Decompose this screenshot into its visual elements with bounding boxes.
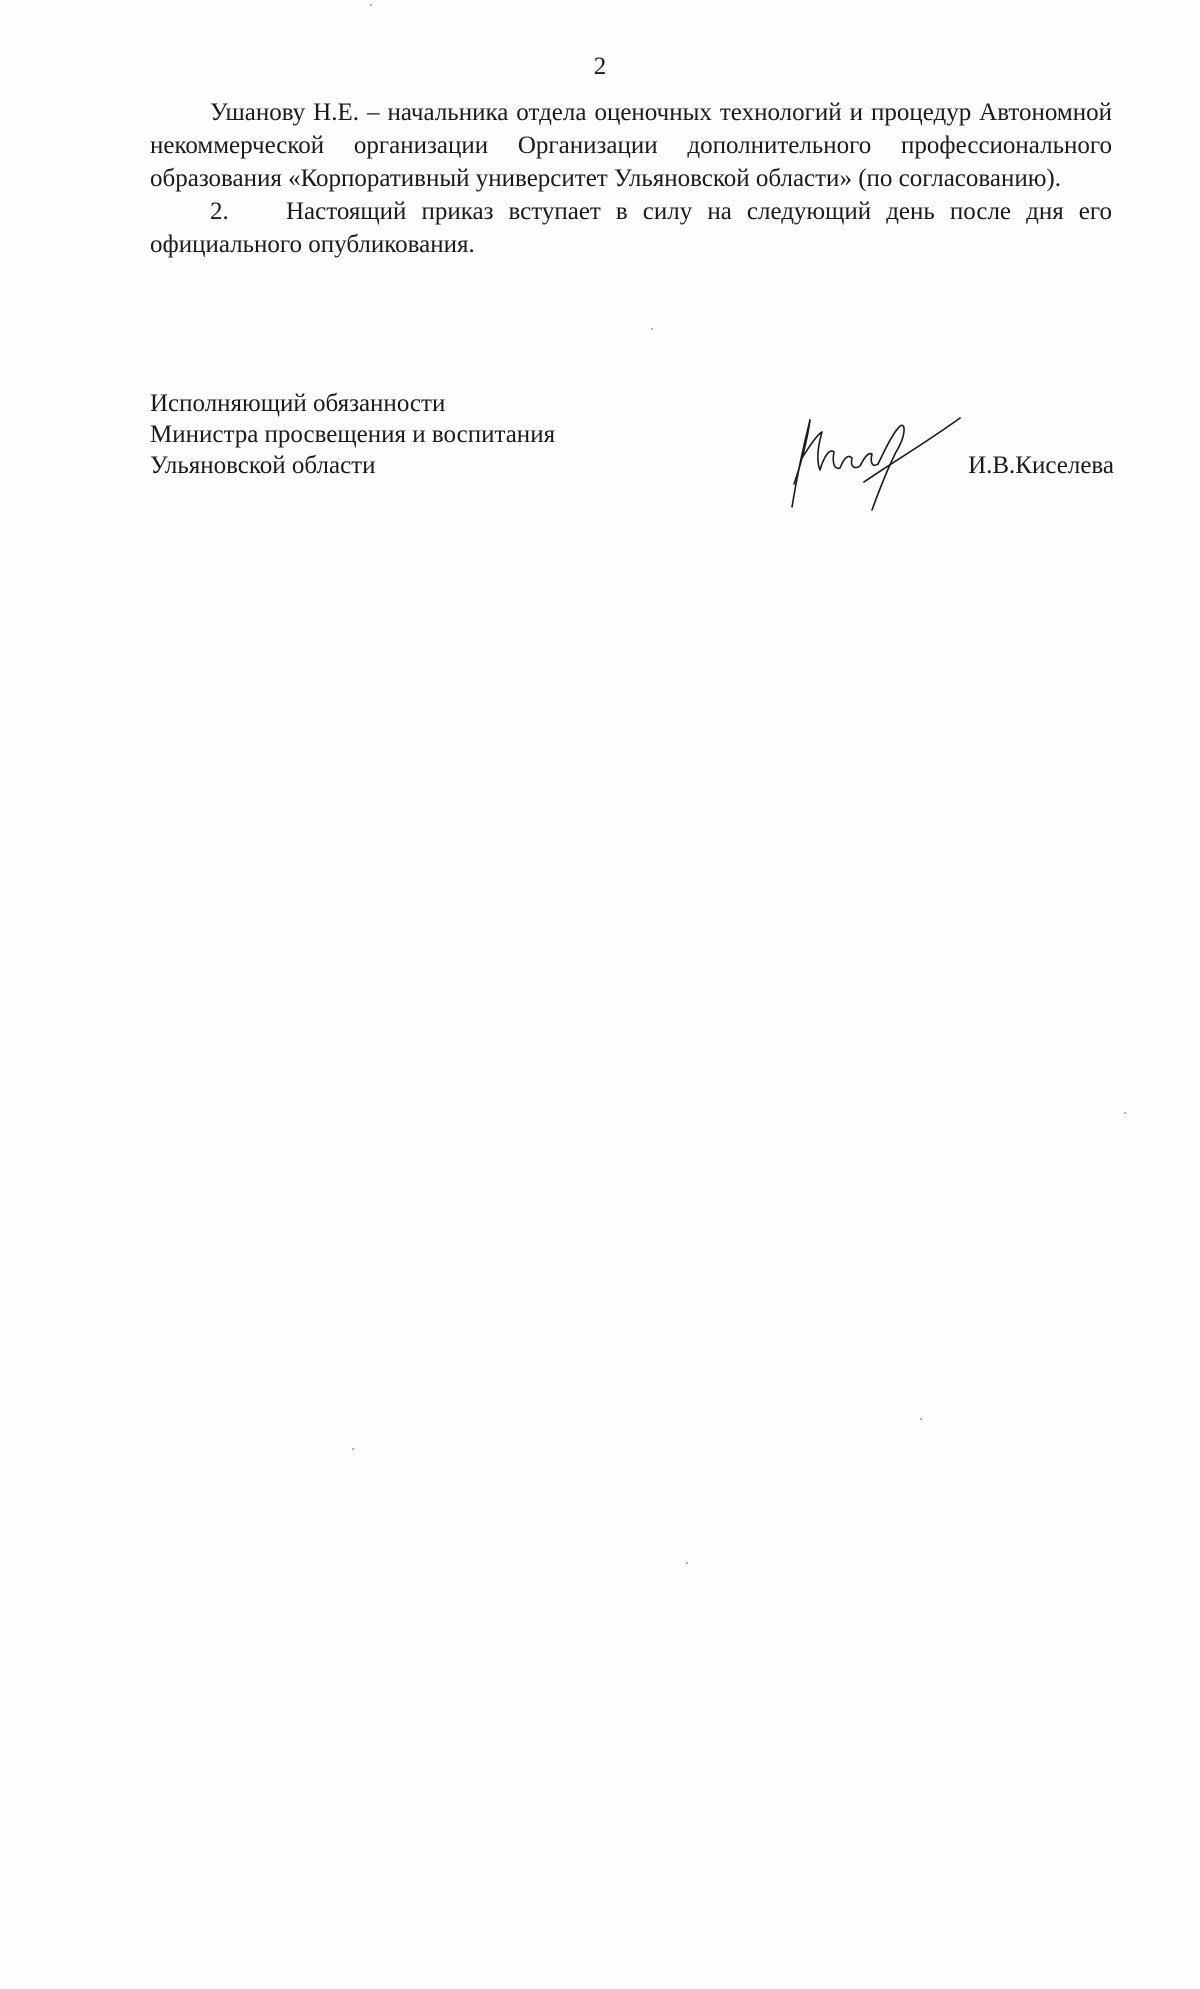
position-line-1: Исполняющий обязанности — [150, 390, 446, 417]
item-2-number: 2. — [210, 198, 229, 225]
position-line-3: Ульяновской области — [150, 452, 376, 479]
item-2 — [150, 195, 1112, 261]
scan-speck — [686, 1562, 688, 1564]
scan-speck — [651, 328, 653, 330]
scan-speck — [920, 1418, 922, 1420]
signer-name: И.В.Киселева — [968, 452, 1114, 479]
document-body — [150, 96, 1112, 261]
position-line-2: Министра просвещения и воспитания — [150, 421, 556, 448]
page-number: 2 — [593, 53, 607, 80]
scan-speck — [352, 1448, 354, 1450]
item-2-text: Настоящий приказ вступает в силу на следующий день после дня его официального опубликования. — [150, 198, 1112, 258]
scan-speck — [1124, 1112, 1126, 1114]
signatory-position — [150, 388, 555, 481]
paragraph-1: Ушанову Н.Е. – начальника отдела оценочных технологий и процедур Автономной некоммерческой организации Организации дополнительного профессионального образования «Корпоративный университет Ульяновской области» (по согласованию). — [150, 99, 1112, 192]
scan-speck — [370, 4, 372, 6]
